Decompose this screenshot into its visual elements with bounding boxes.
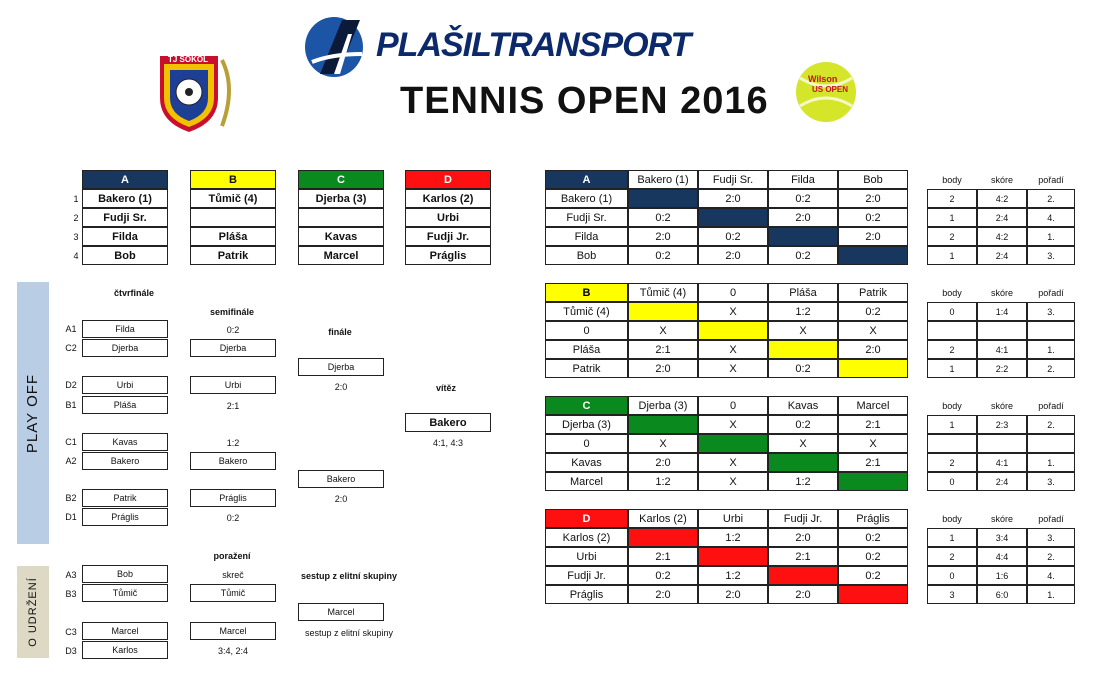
page-title: TENNIS OPEN 2016: [400, 80, 769, 122]
matrix-score-cell: 0:2: [768, 189, 838, 208]
stats-cell: 2: [927, 547, 977, 566]
stats-cell: 3.: [1027, 528, 1075, 547]
matrix-column-header: 0: [698, 396, 768, 415]
seed-label: A3: [65, 570, 77, 580]
stats-cell: 4:4: [977, 547, 1027, 566]
stats-cell: [977, 434, 1027, 453]
stats-cell: 0: [927, 566, 977, 585]
matrix-row-player: Pláša: [545, 340, 628, 359]
group-c-player: Djerba (3): [298, 189, 384, 208]
semifinal-label: semifinále: [209, 307, 255, 317]
matrix-score-cell: 0:2: [768, 359, 838, 378]
final-player: Djerba: [298, 358, 384, 376]
sponsor-name: PLAŠILTRANSPORT: [376, 26, 691, 64]
quarterfinal-player: Djerba: [82, 339, 168, 357]
matrix-row-player: Filda: [545, 227, 628, 246]
svg-text:US OPEN: US OPEN: [812, 85, 849, 94]
relegation-score: 3:4, 2:4: [217, 646, 249, 656]
matrix-diagonal-cell: [838, 585, 908, 604]
relegation-player: Tůmič: [190, 584, 276, 602]
seed-label: C1: [65, 437, 77, 447]
tennis-ball: [794, 60, 858, 124]
final-score: 2:0: [334, 494, 348, 504]
semifinal-score: 0:2: [226, 513, 240, 523]
seed-label: B2: [65, 493, 77, 503]
stats-cell: 1: [927, 246, 977, 265]
relegation-player: Karlos: [82, 641, 168, 659]
stats-cell: 4:1: [977, 453, 1027, 472]
losers-label: poražení: [213, 551, 251, 561]
matrix-row-player: Djerba (3): [545, 415, 628, 434]
quarterfinal-player: Urbi: [82, 376, 168, 394]
group-a-player: Bakero (1): [82, 189, 168, 208]
matrix-score-cell: 2:0: [768, 208, 838, 227]
matrix-score-cell: 2:0: [628, 227, 698, 246]
stats-cell: 1.: [1027, 453, 1075, 472]
group-b-player: Tůmič (4): [190, 189, 276, 208]
matrix-score-cell: 0:2: [698, 227, 768, 246]
stats-cell: 3.: [1027, 472, 1075, 491]
matrix-diagonal-cell: [628, 302, 698, 321]
matrix-score-cell: 0:2: [628, 208, 698, 227]
stats-cell: 1.: [1027, 227, 1075, 246]
matrix-column-header: Tůmič (4): [628, 283, 698, 302]
relegation-label: sestup z elitní skupiny: [304, 628, 394, 638]
matrix-score-cell: 2:0: [768, 528, 838, 547]
matrix-score-cell: X: [698, 472, 768, 491]
stats-header-body: body: [942, 401, 962, 411]
stats-header-poradi: pořadí: [1038, 175, 1064, 185]
matrix-column-header: Bakero (1): [628, 170, 698, 189]
group-b-player: [190, 208, 276, 227]
stats-header-skore: skóre: [990, 175, 1013, 185]
matrix-score-cell: 2:1: [768, 547, 838, 566]
stats-cell: 2:3: [977, 415, 1027, 434]
stats-cell: 1:6: [977, 566, 1027, 585]
relegation-label: sestup z elitní skupiny: [300, 571, 398, 581]
final-label: finále: [328, 327, 352, 337]
matrix-score-cell: 0:2: [628, 246, 698, 265]
quarterfinal-player: Patrik: [82, 489, 168, 507]
matrix-score-cell: 0:2: [838, 547, 908, 566]
matrix-column-header: Pláša: [768, 283, 838, 302]
row-number: 2: [73, 212, 79, 223]
stats-cell: 2:4: [977, 208, 1027, 227]
matrix-score-cell: X: [768, 321, 838, 340]
stats-cell: 6:0: [977, 585, 1027, 604]
matrix-score-cell: 0:2: [768, 246, 838, 265]
svg-text:TJ SOKOL: TJ SOKOL: [168, 55, 209, 64]
stats-cell: 1.: [1027, 585, 1075, 604]
stats-cell: 4.: [1027, 566, 1075, 585]
quarterfinal-player: Pláša: [82, 396, 168, 414]
playoff-sidebar-label: PLAY OFF: [24, 373, 42, 453]
matrix-column-header: Djerba (3): [628, 396, 698, 415]
matrix-row-player: Karlos (2): [545, 528, 628, 547]
stats-cell: 2:4: [977, 246, 1027, 265]
matrix-score-cell: 2:0: [838, 227, 908, 246]
matrix-diagonal-cell: [698, 547, 768, 566]
stats-cell: 3:4: [977, 528, 1027, 547]
matrix-score-cell: 2:0: [628, 585, 698, 604]
matrix-row-player: Urbi: [545, 547, 628, 566]
stats-cell: 3: [927, 585, 977, 604]
matrix-score-cell: X: [838, 434, 908, 453]
group-a-player: Fudji Sr.: [82, 208, 168, 227]
matrix-score-cell: 0:2: [768, 415, 838, 434]
matrix-column-header: Marcel: [838, 396, 908, 415]
matrix-column-header: Urbi: [698, 509, 768, 528]
stats-cell: 1:4: [977, 302, 1027, 321]
seed-label: B1: [65, 400, 77, 410]
seed-label: D3: [65, 646, 77, 656]
matrix-score-cell: 2:0: [768, 585, 838, 604]
group-a-header: A: [82, 170, 168, 189]
matrix-score-cell: 0:2: [838, 302, 908, 321]
quarterfinal-player: Práglis: [82, 508, 168, 526]
quarterfinal-player: Filda: [82, 320, 168, 338]
stats-header-skore: skóre: [990, 401, 1013, 411]
group-c-player: Kavas: [298, 227, 384, 246]
matrix-score-cell: X: [698, 359, 768, 378]
matrix-score-cell: 1:2: [698, 566, 768, 585]
stats-cell: 2.: [1027, 547, 1075, 566]
matrix-c-header: C: [545, 396, 628, 415]
matrix-diagonal-cell: [628, 528, 698, 547]
stats-header-body: body: [942, 175, 962, 185]
matrix-column-header: Kavas: [768, 396, 838, 415]
group-c-player: Marcel: [298, 246, 384, 265]
matrix-column-header: 0: [698, 283, 768, 302]
seed-label: D2: [65, 380, 77, 390]
udrzeni-sidebar: [17, 566, 49, 658]
matrix-column-header: Fudji Sr.: [698, 170, 768, 189]
sponsor-logo: [302, 14, 692, 80]
matrix-score-cell: 1:2: [698, 528, 768, 547]
matrix-score-cell: 2:0: [838, 189, 908, 208]
seed-label: D1: [65, 512, 77, 522]
stats-cell: 0: [927, 302, 977, 321]
seed-label: A1: [65, 324, 77, 334]
matrix-score-cell: 2:1: [628, 340, 698, 359]
stats-cell: [977, 321, 1027, 340]
stats-cell: 2:2: [977, 359, 1027, 378]
matrix-diagonal-cell: [768, 340, 838, 359]
stats-cell: 1: [927, 528, 977, 547]
group-d-player: Práglis: [405, 246, 491, 265]
matrix-score-cell: 1:2: [768, 302, 838, 321]
row-number: 4: [73, 250, 79, 261]
matrix-score-cell: X: [698, 340, 768, 359]
matrix-row-player: Bob: [545, 246, 628, 265]
matrix-row-player: Práglis: [545, 585, 628, 604]
matrix-diagonal-cell: [838, 472, 908, 491]
relegation-player: Marcel: [82, 622, 168, 640]
matrix-diagonal-cell: [698, 434, 768, 453]
stats-cell: 0: [927, 472, 977, 491]
semifinal-score: 2:1: [226, 401, 240, 411]
relegation-note: skreč: [222, 570, 244, 580]
matrix-score-cell: 0:2: [628, 566, 698, 585]
stats-header-skore: skóre: [990, 514, 1013, 524]
quarterfinal-player: Kavas: [82, 433, 168, 451]
matrix-diagonal-cell: [698, 208, 768, 227]
matrix-score-cell: 1:2: [628, 472, 698, 491]
group-b-header: B: [190, 170, 276, 189]
stats-cell: 3.: [1027, 246, 1075, 265]
stats-cell: [1027, 321, 1075, 340]
matrix-score-cell: 0:2: [838, 566, 908, 585]
group-c-player: [298, 208, 384, 227]
final-score: 2:0: [334, 382, 348, 392]
matrix-score-cell: X: [768, 434, 838, 453]
matrix-row-player: Fudji Sr.: [545, 208, 628, 227]
stats-cell: 2: [927, 227, 977, 246]
stats-cell: 4.: [1027, 208, 1075, 227]
stats-cell: 2:4: [977, 472, 1027, 491]
relegation-player: Tůmič: [82, 584, 168, 602]
seed-label: B3: [65, 589, 77, 599]
stats-cell: [927, 321, 977, 340]
semifinal-player: Urbi: [190, 376, 276, 394]
tennis-ball-icon: [794, 60, 858, 124]
udrzeni-sidebar-label: O UDRŽENÍ: [27, 577, 39, 647]
group-a-player: Filda: [82, 227, 168, 246]
matrix-diagonal-cell: [838, 359, 908, 378]
stats-cell: [927, 434, 977, 453]
semifinal-player: Práglis: [190, 489, 276, 507]
quarterfinal-label: čtvrfinále: [113, 288, 155, 298]
matrix-score-cell: 2:1: [628, 547, 698, 566]
matrix-row-player: 0: [545, 321, 628, 340]
matrix-row-player: Fudji Jr.: [545, 566, 628, 585]
matrix-score-cell: 0:2: [838, 208, 908, 227]
group-a-player: Bob: [82, 246, 168, 265]
matrix-b-header: B: [545, 283, 628, 302]
stats-cell: 4:2: [977, 189, 1027, 208]
stats-cell: 1: [927, 208, 977, 227]
relegation-player: Marcel: [190, 622, 276, 640]
matrix-column-header: Patrik: [838, 283, 908, 302]
group-d-player: Urbi: [405, 208, 491, 227]
matrix-score-cell: 2:1: [838, 415, 908, 434]
matrix-column-header: Karlos (2): [628, 509, 698, 528]
relegated-player: Marcel: [298, 603, 384, 621]
winner-score: 4:1, 4:3: [432, 438, 464, 448]
matrix-score-cell: 2:1: [838, 453, 908, 472]
seed-label: C2: [65, 343, 77, 353]
road-logo-icon: [302, 14, 372, 80]
matrix-row-player: Patrik: [545, 359, 628, 378]
semifinal-score: 0:2: [226, 325, 240, 335]
winner-label: vítěz: [435, 383, 456, 393]
stats-header-body: body: [942, 514, 962, 524]
matrix-diagonal-cell: [838, 246, 908, 265]
stats-header-poradi: pořadí: [1038, 288, 1064, 298]
matrix-d-header: D: [545, 509, 628, 528]
matrix-row-player: Kavas: [545, 453, 628, 472]
stats-header-poradi: pořadí: [1038, 514, 1064, 524]
matrix-score-cell: X: [838, 321, 908, 340]
stats-cell: 2.: [1027, 415, 1075, 434]
relegation-player: Bob: [82, 565, 168, 583]
matrix-diagonal-cell: [628, 189, 698, 208]
club-crest: [156, 48, 240, 134]
matrix-row-player: Bakero (1): [545, 189, 628, 208]
matrix-score-cell: X: [628, 321, 698, 340]
matrix-row-player: Tůmič (4): [545, 302, 628, 321]
stats-cell: 2: [927, 453, 977, 472]
matrix-diagonal-cell: [768, 227, 838, 246]
matrix-row-player: 0: [545, 434, 628, 453]
matrix-diagonal-cell: [628, 415, 698, 434]
crest-icon: [156, 48, 240, 134]
matrix-score-cell: 0:2: [838, 528, 908, 547]
stats-header-body: body: [942, 288, 962, 298]
matrix-score-cell: X: [698, 302, 768, 321]
matrix-score-cell: 2:0: [838, 340, 908, 359]
group-c-header: C: [298, 170, 384, 189]
stats-cell: 2: [927, 189, 977, 208]
matrix-score-cell: 2:0: [698, 189, 768, 208]
seed-label: C3: [65, 627, 77, 637]
stats-cell: 2: [927, 340, 977, 359]
stats-cell: 3.: [1027, 302, 1075, 321]
svg-text:Wilson: Wilson: [808, 74, 838, 84]
semifinal-player: Bakero: [190, 452, 276, 470]
matrix-diagonal-cell: [768, 566, 838, 585]
group-d-player: Karlos (2): [405, 189, 491, 208]
matrix-score-cell: 1:2: [768, 472, 838, 491]
stats-cell: 1.: [1027, 340, 1075, 359]
semifinal-player: Djerba: [190, 339, 276, 357]
stats-cell: 1: [927, 359, 977, 378]
winner-name: Bakero: [405, 413, 491, 432]
stats-header-poradi: pořadí: [1038, 401, 1064, 411]
semifinal-score: 1:2: [226, 438, 240, 448]
matrix-score-cell: X: [698, 453, 768, 472]
matrix-diagonal-cell: [768, 453, 838, 472]
stats-cell: 4:2: [977, 227, 1027, 246]
matrix-score-cell: 2:0: [628, 359, 698, 378]
matrix-score-cell: X: [698, 415, 768, 434]
matrix-diagonal-cell: [698, 321, 768, 340]
stats-cell: 2.: [1027, 189, 1075, 208]
matrix-column-header: Fudji Jr.: [768, 509, 838, 528]
row-number: 1: [73, 193, 79, 204]
group-d-player: Fudji Jr.: [405, 227, 491, 246]
matrix-score-cell: 2:0: [698, 246, 768, 265]
playoff-sidebar: [17, 282, 49, 544]
stats-cell: 1: [927, 415, 977, 434]
matrix-score-cell: X: [628, 434, 698, 453]
matrix-column-header: Práglis: [838, 509, 908, 528]
matrix-column-header: Filda: [768, 170, 838, 189]
stats-cell: [1027, 434, 1075, 453]
stats-cell: 4:1: [977, 340, 1027, 359]
group-d-header: D: [405, 170, 491, 189]
final-player: Bakero: [298, 470, 384, 488]
matrix-score-cell: 2:0: [628, 453, 698, 472]
matrix-row-player: Marcel: [545, 472, 628, 491]
group-b-player: Pláša: [190, 227, 276, 246]
stats-cell: 2.: [1027, 359, 1075, 378]
group-b-player: Patrik: [190, 246, 276, 265]
seed-label: A2: [65, 456, 77, 466]
matrix-a-header: A: [545, 170, 628, 189]
stats-header-skore: skóre: [990, 288, 1013, 298]
row-number: 3: [73, 231, 79, 242]
matrix-column-header: Bob: [838, 170, 908, 189]
quarterfinal-player: Bakero: [82, 452, 168, 470]
matrix-score-cell: 2:0: [698, 585, 768, 604]
